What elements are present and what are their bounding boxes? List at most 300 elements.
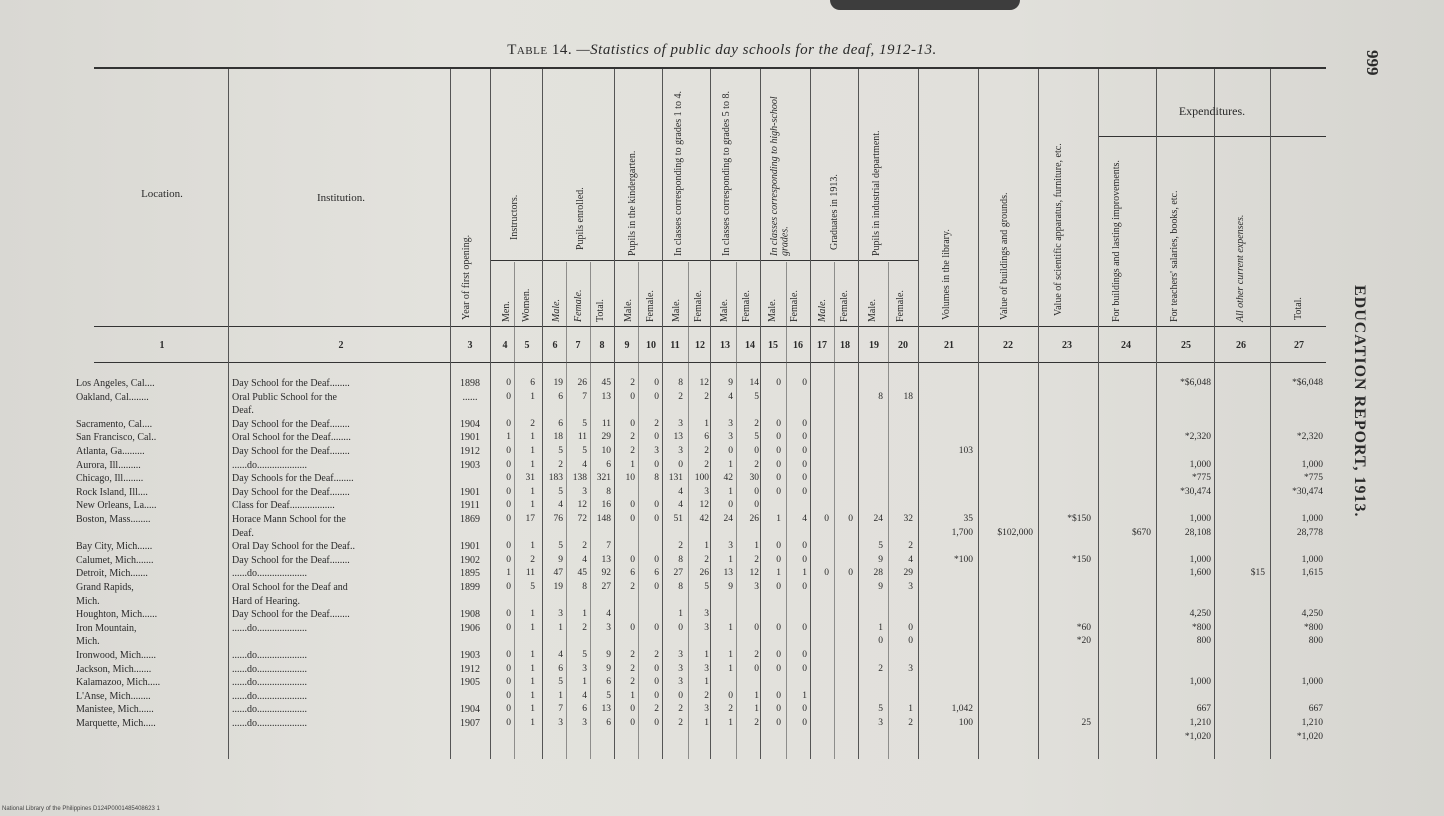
value-cell: 5 (704, 582, 709, 592)
value-cell: 0 (754, 500, 759, 511)
column-number: 16 (793, 340, 803, 351)
value-cell: 47 (553, 568, 563, 579)
value-cell: 12 (699, 378, 709, 388)
value-cell: 12 (577, 500, 587, 511)
value-cell: 6 (606, 718, 611, 728)
table-row (0, 378, 1330, 389)
year-cell: 1899 (460, 582, 480, 593)
location-cell: Mich. (76, 636, 100, 648)
value-cell: 1 (530, 622, 535, 633)
running-head: EDUCATION REPORT, 1913. (1351, 285, 1368, 518)
value-cell: *$6,048 (1292, 378, 1323, 388)
value-cell: 1 (728, 622, 733, 633)
institution-cell: Day School for the Deaf........ (232, 378, 350, 389)
header-enrolled-total: Total. (595, 299, 606, 322)
value-cell: 4 (802, 514, 807, 524)
column-number: 5 (524, 340, 530, 351)
institution-cell: ......do.................... (232, 677, 307, 689)
value-cell: 0 (654, 690, 659, 701)
value-cell: 1 (728, 459, 733, 470)
table-row (0, 691, 1330, 702)
value-cell: 27 (601, 582, 611, 592)
value-cell: 3 (878, 718, 883, 728)
value-cell: 100 (694, 473, 709, 484)
location-cell: Calumet, Mich....... (76, 554, 154, 566)
value-cell: 1,000 (1189, 554, 1211, 565)
table-row (0, 514, 1330, 525)
value-cell: *150 (1072, 554, 1091, 565)
institution-cell: Horace Mann School for the (232, 514, 346, 525)
value-cell: 11 (601, 418, 611, 429)
location-cell: Sacramento, Cal.... (76, 418, 153, 430)
value-cell: 1,000 (1301, 514, 1323, 524)
header-kg-male: Male. (623, 298, 634, 322)
value-cell: $102,000 (997, 527, 1033, 538)
value-cell: 0 (506, 459, 511, 470)
column-number: 3 (467, 340, 473, 351)
value-cell: 0 (776, 718, 781, 728)
value-cell: 0 (802, 663, 807, 674)
value-cell: 1 (728, 486, 733, 497)
column-number: 15 (768, 340, 778, 351)
table-row (0, 664, 1330, 675)
year-cell: 1903 (460, 650, 480, 661)
value-cell: 31 (525, 473, 535, 484)
value-cell: 2 (654, 650, 659, 660)
value-cell: 1 (506, 432, 511, 443)
value-cell: 1 (754, 690, 759, 701)
value-cell: 0 (506, 609, 511, 620)
value-cell: 11 (525, 568, 535, 579)
value-cell: 0 (802, 541, 807, 552)
year-cell: 1912 (460, 663, 480, 675)
value-cell: *1,020 (1296, 731, 1323, 742)
header-g58-male: Male. (719, 298, 730, 322)
value-cell: 0 (506, 418, 511, 429)
value-cell: 6 (558, 391, 563, 402)
value-cell: 1 (728, 650, 733, 660)
value-cell: 0 (754, 663, 759, 674)
value-cell: 0 (630, 391, 635, 402)
value-cell: 1 (728, 554, 733, 565)
value-cell: 3 (728, 418, 733, 429)
value-cell: *1,020 (1184, 731, 1211, 742)
value-cell: 0 (908, 636, 913, 647)
value-cell: 1 (582, 609, 587, 620)
subhead-rule (490, 260, 918, 261)
value-cell: 0 (776, 650, 781, 660)
value-cell: 2 (678, 718, 683, 728)
scan-footer: National Library of the Philippines D124P0001485408623 1 (2, 806, 160, 812)
value-cell: 2 (754, 459, 759, 470)
value-cell: 6 (606, 459, 611, 470)
value-cell: 5 (754, 391, 759, 402)
value-cell: 1 (802, 568, 807, 579)
value-cell: 0 (654, 718, 659, 728)
column-number: 7 (575, 340, 581, 351)
value-cell: 3 (678, 677, 683, 688)
value-cell: *20 (1076, 636, 1091, 647)
value-cell: *$6,048 (1180, 378, 1211, 388)
value-cell: 10 (625, 473, 635, 484)
value-cell: *775 (1304, 473, 1323, 484)
value-cell: 92 (601, 568, 611, 579)
table-title (0, 42, 1444, 59)
value-cell: 11 (577, 432, 587, 443)
value-cell: 0 (802, 718, 807, 728)
value-cell: 4,250 (1301, 609, 1323, 620)
column-number: 14 (745, 340, 755, 351)
value-cell: 1 (530, 446, 535, 456)
header-grad-male: Male. (817, 298, 828, 322)
institution-cell: Deaf. (232, 405, 254, 417)
column-number: 27 (1294, 340, 1304, 351)
value-cell: 0 (776, 704, 781, 715)
value-cell: 2 (704, 459, 709, 470)
value-cell: 10 (601, 446, 611, 456)
value-cell: 0 (654, 378, 659, 388)
value-cell: 0 (776, 446, 781, 456)
value-cell: 0 (630, 554, 635, 565)
value-cell: 13 (673, 432, 683, 443)
column-number: 10 (646, 340, 656, 351)
institution-cell: ......do.................... (232, 650, 307, 661)
value-cell: 0 (654, 582, 659, 592)
institution-cell: Class for Deaf.................. (232, 500, 335, 512)
year-cell: 1898 (460, 378, 480, 389)
institution-cell: Oral Day School for the Deaf.. (232, 541, 356, 553)
location-cell: Kalamazoo, Mich..... (76, 677, 161, 689)
year-cell: 1911 (460, 500, 480, 512)
value-cell: 1,210 (1301, 718, 1323, 728)
value-cell: 8 (582, 582, 587, 592)
value-cell: 3 (558, 609, 563, 620)
year-cell: 1904 (460, 704, 480, 716)
value-cell: 2 (704, 554, 709, 565)
value-cell: 2 (678, 704, 683, 715)
year-cell: 1904 (460, 418, 480, 430)
value-cell: 3 (908, 582, 913, 592)
header-kg-female: Female. (645, 290, 656, 322)
value-cell: 5 (754, 432, 759, 443)
value-cell: 1 (530, 677, 535, 688)
location-cell: Chicago, Ill........ (76, 473, 144, 485)
value-cell: 2 (582, 622, 587, 633)
value-cell: 4 (908, 554, 913, 565)
table-row (0, 500, 1330, 511)
value-cell: *800 (1304, 622, 1323, 633)
value-cell: 26 (577, 378, 587, 388)
location-cell: Grand Rapids, (76, 582, 134, 593)
value-cell: 3 (582, 718, 587, 728)
location-cell: Ironwood, Mich...... (76, 650, 156, 661)
table-label: Table 14. (507, 42, 573, 58)
value-cell: *100 (954, 554, 973, 565)
header-exp-salaries: For teachers' salaries, books, etc. (1169, 190, 1180, 322)
value-cell: 2 (582, 541, 587, 552)
value-cell: 1 (506, 568, 511, 579)
value-cell: 0 (776, 486, 781, 497)
value-cell: *2,320 (1184, 432, 1211, 443)
value-cell: 0 (802, 459, 807, 470)
location-cell: Manistee, Mich...... (76, 704, 154, 716)
value-cell: 2 (630, 663, 635, 674)
value-cell: 0 (776, 663, 781, 674)
value-cell: 1 (704, 677, 709, 688)
year-cell: 1908 (460, 609, 480, 621)
table-row (0, 487, 1330, 498)
value-cell: 2 (558, 459, 563, 470)
value-cell: 30 (749, 473, 759, 484)
value-cell: 13 (601, 554, 611, 565)
value-cell: 2 (530, 418, 535, 429)
value-cell: 0 (802, 486, 807, 497)
value-cell: 2 (754, 554, 759, 565)
value-cell: 6 (704, 432, 709, 443)
value-cell: 0 (654, 432, 659, 443)
value-cell: 6 (530, 378, 535, 388)
header-location: Location. (141, 188, 183, 200)
table-row (0, 460, 1330, 471)
institution-cell: Oral School for the Deaf........ (232, 432, 351, 444)
header-year: Year of first opening. (461, 234, 472, 320)
value-cell: 1 (776, 514, 781, 524)
value-cell: 0 (630, 718, 635, 728)
institution-cell: Day School for the Deaf........ (232, 609, 350, 621)
location-cell: L'Anse, Mich........ (76, 690, 151, 702)
value-cell: 4 (582, 554, 587, 565)
table-row (0, 732, 1330, 743)
value-cell: 0 (506, 486, 511, 497)
value-cell: 0 (776, 459, 781, 470)
value-cell: $670 (1132, 527, 1151, 538)
value-cell: 2 (630, 582, 635, 592)
value-cell: 0 (824, 568, 829, 579)
value-cell: *30,474 (1180, 486, 1211, 497)
value-cell: 0 (506, 677, 511, 688)
year-cell: 1901 (460, 541, 480, 553)
value-cell: 1 (530, 704, 535, 715)
location-cell: Boston, Mass........ (76, 514, 151, 525)
value-cell: 0 (506, 514, 511, 524)
value-cell: 0 (824, 514, 829, 524)
location-cell: San Francisco, Cal.. (76, 432, 157, 444)
value-cell: 1 (582, 677, 587, 688)
value-cell: 8 (678, 582, 683, 592)
value-cell: 3 (582, 486, 587, 497)
location-cell: Atlanta, Ga......... (76, 446, 145, 457)
header-exp-other: All other current expenses. (1235, 214, 1246, 322)
value-cell: 0 (908, 622, 913, 633)
institution-cell: Hard of Hearing. (232, 595, 301, 607)
institution-cell: Day School for the Deaf........ (232, 486, 350, 498)
year-cell: ...... (462, 391, 478, 403)
value-cell: 2 (630, 432, 635, 443)
value-cell: 26 (699, 568, 709, 579)
location-cell: Rock Island, Ill.... (76, 486, 148, 498)
value-cell: 800 (1308, 636, 1323, 647)
value-cell: 3 (754, 582, 759, 592)
value-cell: 0 (654, 459, 659, 470)
institution-cell: Oral Public School for the (232, 391, 337, 403)
value-cell: 8 (606, 486, 611, 497)
value-cell: 5 (558, 446, 563, 456)
value-cell: 19 (553, 582, 563, 592)
value-cell: 4 (606, 609, 611, 620)
table-row (0, 419, 1330, 430)
value-cell: 1 (558, 622, 563, 633)
header-high-school: In classes corresponding to high-school grades. (769, 96, 791, 256)
column-number: 17 (817, 340, 827, 351)
institution-cell: ......do.................... (232, 663, 307, 675)
value-cell: 3 (582, 663, 587, 674)
value-cell: 1 (776, 568, 781, 579)
value-cell: 0 (506, 622, 511, 633)
value-cell: 0 (678, 690, 683, 701)
value-cell: 2 (704, 690, 709, 701)
value-cell: 1 (530, 432, 535, 443)
value-cell: 0 (754, 446, 759, 456)
value-cell: 1,000 (1301, 677, 1323, 688)
value-cell: 0 (776, 418, 781, 429)
value-cell: 5 (582, 446, 587, 456)
table-row (0, 555, 1330, 566)
institution-cell: Day School for the Deaf........ (232, 418, 350, 430)
table-row (0, 405, 1330, 416)
value-cell: 1 (530, 650, 535, 660)
institution-cell: ......do.................... (232, 704, 307, 716)
value-cell: 18 (553, 432, 563, 443)
value-cell: 4 (582, 459, 587, 470)
value-cell: 3 (704, 704, 709, 715)
value-cell: 1 (728, 663, 733, 674)
table-row (0, 718, 1330, 729)
column-number: 23 (1062, 340, 1072, 351)
value-cell: 2 (908, 541, 913, 552)
value-cell: 0 (630, 418, 635, 429)
header-ind-male: Male. (867, 298, 878, 322)
header-women: Women. (521, 288, 532, 322)
value-cell: 0 (776, 622, 781, 633)
value-cell: 3 (606, 622, 611, 633)
table-row (0, 446, 1330, 457)
value-cell: 0 (630, 514, 635, 524)
header-kindergarten: Pupils in the kindergarten. (627, 150, 638, 256)
value-cell: 0 (878, 636, 883, 647)
value-cell: 32 (903, 514, 913, 524)
value-cell: 1 (530, 690, 535, 701)
header-grades-5-8: In classes corresponding to grades 5 to 8. (721, 91, 732, 256)
value-cell: 2 (704, 446, 709, 456)
value-cell: 6 (654, 568, 659, 579)
institution-cell: ......do.................... (232, 622, 307, 634)
value-cell: 9 (878, 554, 883, 565)
header-enrolled-female: Female. (573, 289, 584, 322)
value-cell: 667 (1308, 704, 1323, 715)
value-cell: 0 (728, 690, 733, 701)
value-cell: 0 (506, 541, 511, 552)
value-cell: 3 (678, 663, 683, 674)
value-cell: 148 (596, 514, 611, 524)
value-cell: 9 (728, 378, 733, 388)
value-cell: *2,320 (1296, 432, 1323, 443)
location-cell: Aurora, Ill......... (76, 459, 141, 471)
value-cell: 3 (654, 446, 659, 456)
value-cell: 29 (601, 432, 611, 443)
header-grades-1-4: In classes corresponding to grades 1 to 4. (673, 91, 684, 256)
location-cell: Detroit, Mich....... (76, 568, 148, 580)
location-cell: Bay City, Mich...... (76, 541, 153, 553)
value-cell: 4 (678, 500, 683, 511)
header-hs-male: Male. (767, 298, 778, 322)
value-cell: 5 (878, 541, 883, 552)
value-cell: 2 (908, 718, 913, 728)
table-row (0, 568, 1330, 579)
year-cell: 1912 (460, 446, 480, 457)
value-cell: 4 (678, 486, 683, 497)
value-cell: 17 (525, 514, 535, 524)
value-cell: 9 (606, 663, 611, 674)
year-cell: 1895 (460, 568, 480, 580)
value-cell: 0 (802, 473, 807, 484)
value-cell: 1 (530, 718, 535, 728)
value-cell: 4 (728, 391, 733, 402)
value-cell: 7 (606, 541, 611, 552)
table-row (0, 650, 1330, 661)
column-number: 2 (338, 340, 344, 351)
column-number: 4 (502, 340, 508, 351)
value-cell: 1 (754, 541, 759, 552)
value-cell: 0 (776, 378, 781, 388)
value-cell: 27 (673, 568, 683, 579)
value-cell: 5 (558, 677, 563, 688)
value-cell: 5 (606, 690, 611, 701)
value-cell: 72 (577, 514, 587, 524)
value-cell: 0 (802, 378, 807, 388)
value-cell: 1 (530, 391, 535, 402)
value-cell: 0 (506, 391, 511, 402)
value-cell: 1 (530, 486, 535, 497)
value-cell: 1 (630, 690, 635, 701)
value-cell: 51 (673, 514, 683, 524)
column-number: 12 (695, 340, 705, 351)
value-cell: 1 (754, 704, 759, 715)
value-cell: 0 (506, 473, 511, 484)
value-cell: 100 (958, 718, 973, 728)
value-cell: 0 (506, 446, 511, 456)
value-cell: 3 (704, 609, 709, 620)
value-cell: 0 (654, 554, 659, 565)
value-cell: 1,000 (1301, 459, 1323, 470)
value-cell: 2 (630, 378, 635, 388)
table-row (0, 623, 1330, 634)
value-cell: 6 (558, 663, 563, 674)
value-cell: 3 (728, 541, 733, 552)
value-cell: 1 (878, 622, 883, 633)
value-cell: 0 (802, 418, 807, 429)
value-cell: 0 (630, 622, 635, 633)
value-cell: 1 (530, 500, 535, 511)
value-cell: 16 (601, 500, 611, 511)
expenditure-rule (1098, 136, 1326, 137)
value-cell: 4 (558, 500, 563, 511)
year-cell: 1903 (460, 459, 480, 471)
value-cell: 0 (802, 554, 807, 565)
value-cell: 1 (704, 418, 709, 429)
value-cell: 1 (530, 609, 535, 620)
value-cell: 1,042 (951, 704, 973, 715)
year-cell: 1869 (460, 514, 480, 525)
